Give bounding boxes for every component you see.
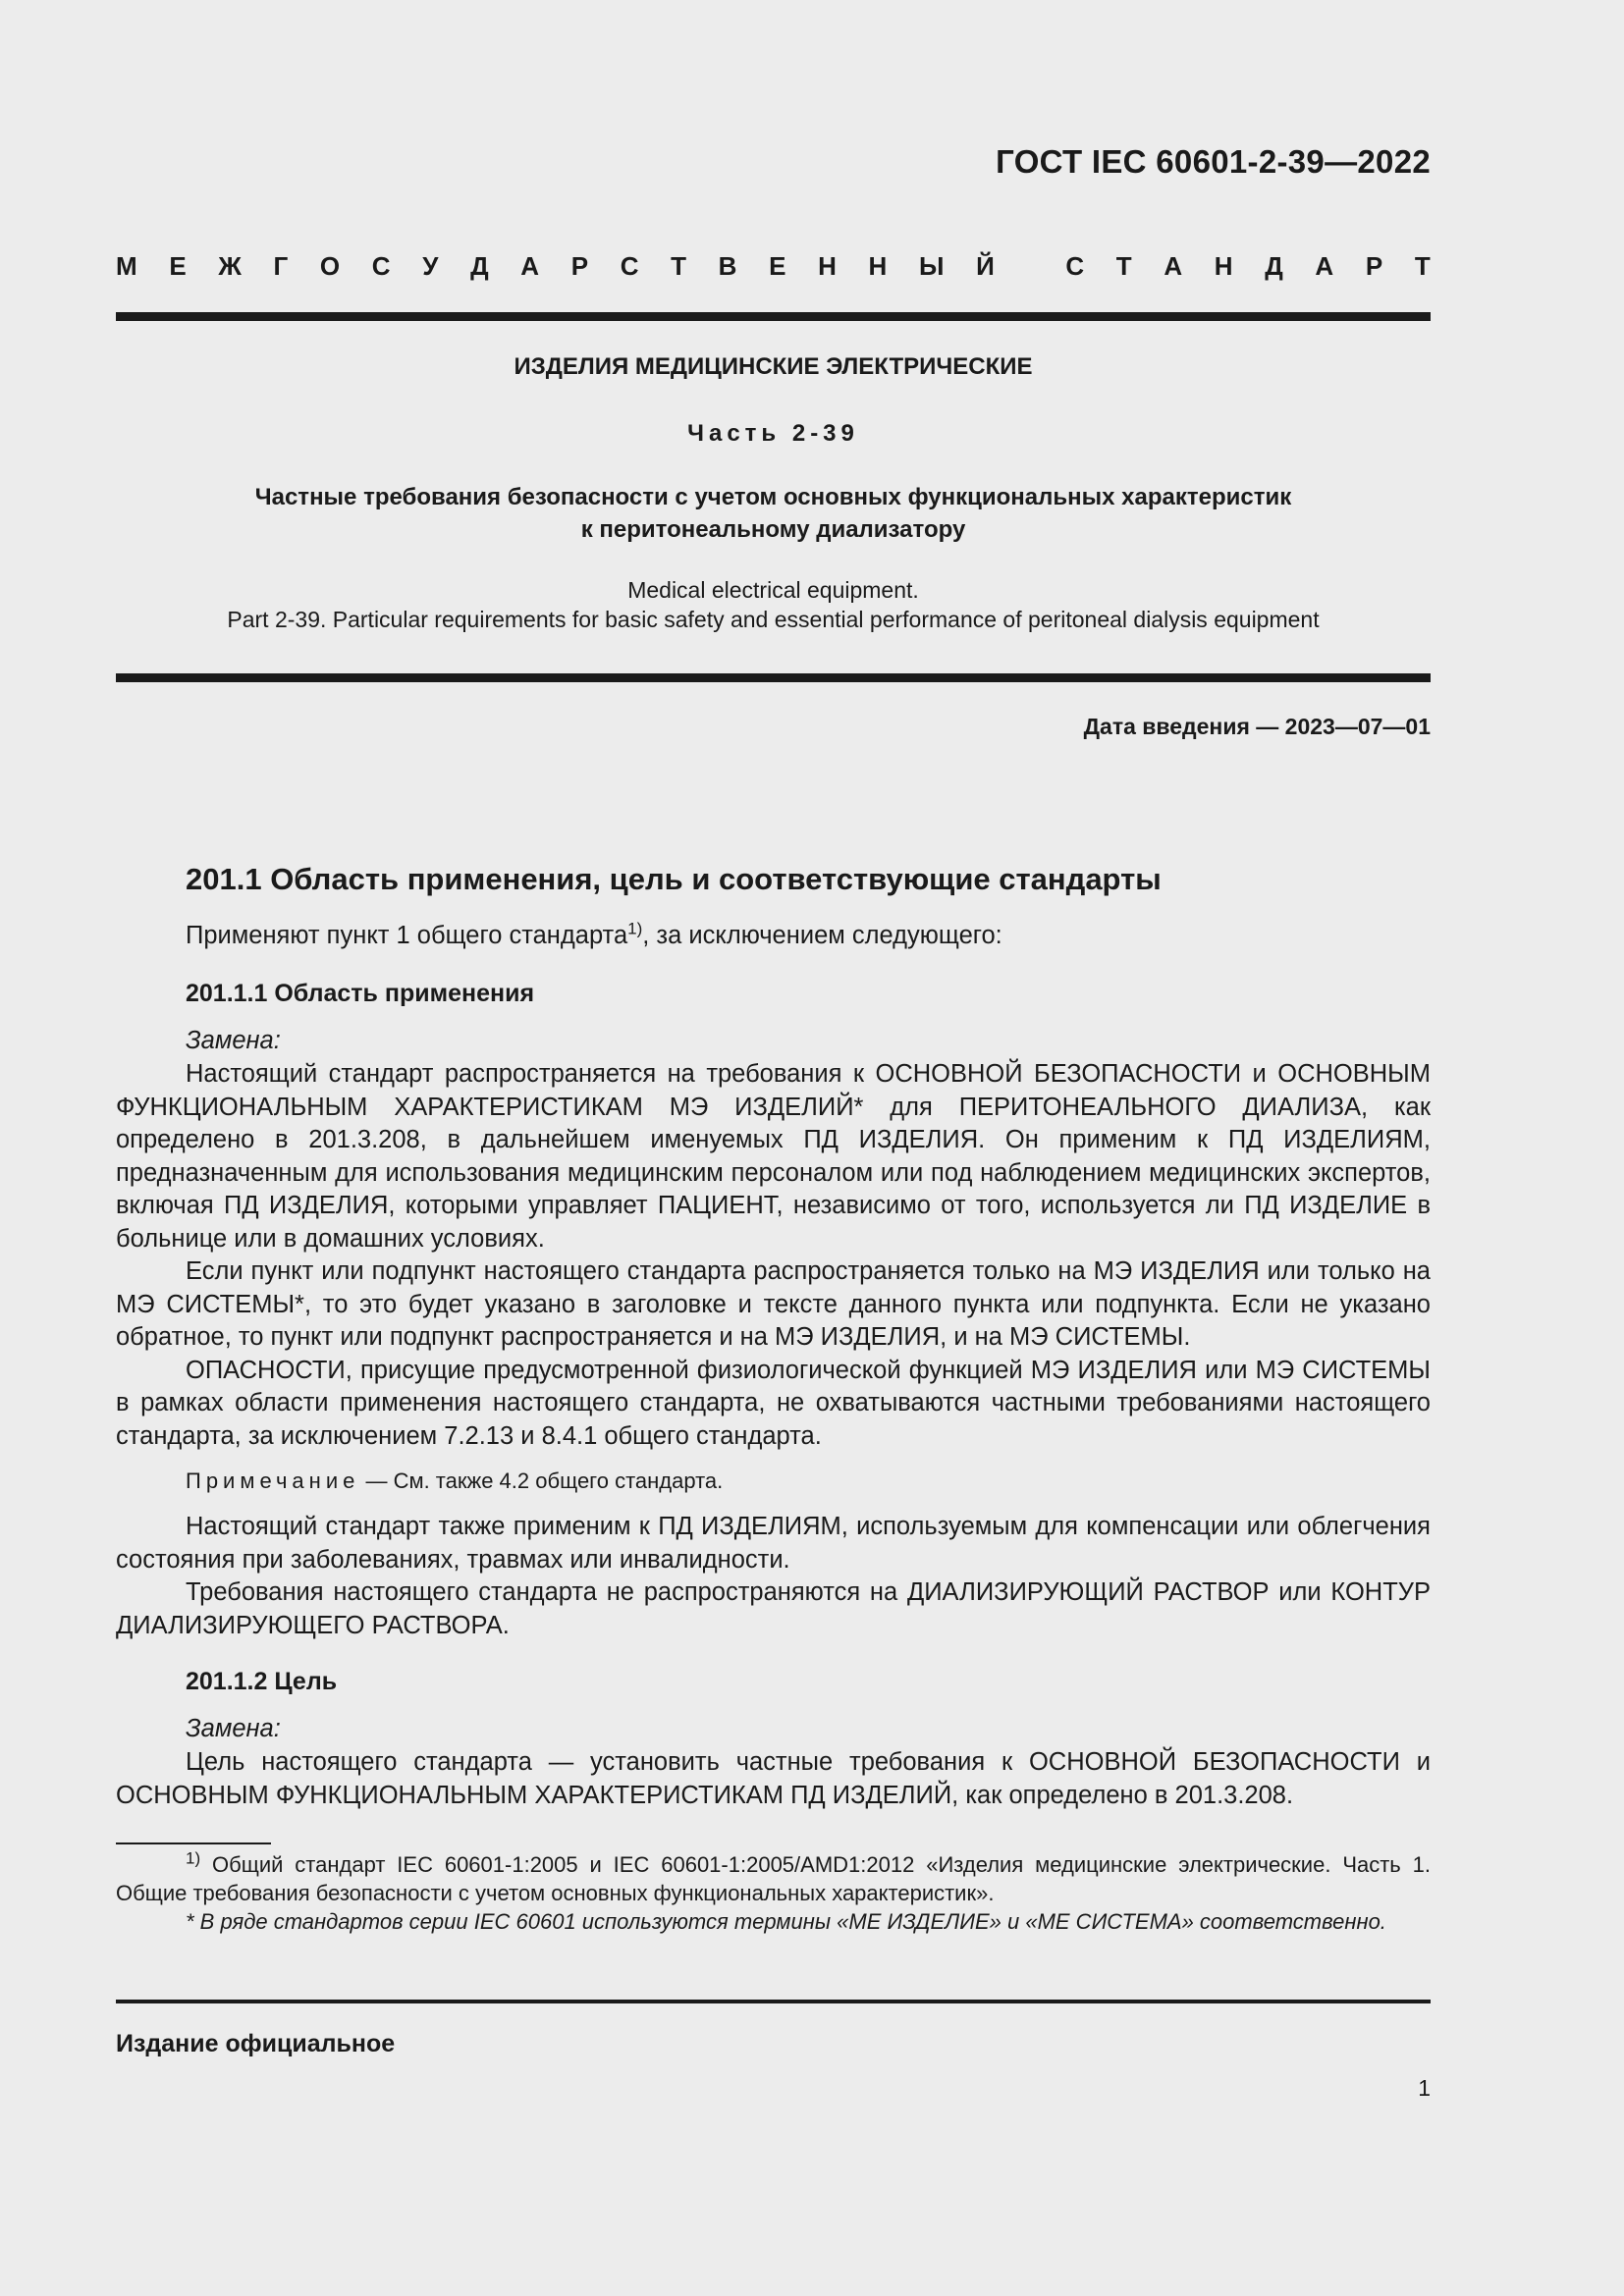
footnote-separator	[116, 1842, 271, 1844]
banner-letter: Ы	[918, 251, 945, 281]
subtitle-line-1: Частные требования безопасности с учетом основных функциональных характеристик	[254, 484, 1292, 510]
section-201-1-2-body	[116, 1746, 1431, 1812]
document-code: ГОСТ IEC 60601-2-39—2022	[996, 143, 1431, 180]
note-text: — См. также 4.2 общего стандарта.	[359, 1468, 724, 1493]
section-201-1-heading: 201.1 Область применения, цель и соответствующие стандарты	[186, 862, 1162, 896]
section-201-1-1-heading: 201.1.1 Область применения	[186, 980, 535, 1007]
paragraph: Настоящий стандарт распространяется на требования к ОСНОВНОЙ БЕЗОПАСНОСТИ и ОСНОВНЫМ ФУНКЦИОНАЛЬНЫМ ХАРАКТЕРИСТИКАМ МЭ ИЗДЕЛИЙ* для ПЕРИТОНЕАЛЬНОГО ДИАЛИЗА, как определено в 201.3.208, в дальнейшем именуемых ПД ИЗДЕЛИЯ. Он применим к ПД ИЗДЕЛИЯМ, предназначенным для использования медицинским персоналом или под наблюдением медицинских экспертов, включая ПД ИЗДЕЛИЯ, которыми управляет ПАЦИЕНТ, независимо от того, используется ли ПД ИЗДЕЛИЕ в больнице или в домашних условиях.	[116, 1060, 1431, 1253]
banner-letter: Р	[1365, 251, 1383, 281]
banner-letter: С	[371, 251, 391, 281]
banner-letter: А	[1315, 251, 1334, 281]
introduction-date: Дата введения — 2023—07—01	[1083, 714, 1431, 739]
note	[186, 1468, 723, 1494]
section-201-1-2-heading: 201.1.2 Цель	[186, 1668, 338, 1695]
banner-letter: С	[620, 251, 639, 281]
section-201-1-intro: Применяют пункт 1 общего стандарта$^{1)}$, за исключением следующего:	[186, 919, 1002, 949]
footnote-mark: 1)	[186, 1848, 201, 1868]
banner-word-gap	[1026, 251, 1033, 282]
footnote-1: $^{1)}$ Общий стандарт IEC 60601-1:2005 и IEC 60601-1:2005/AMD1:2012 «Изделия медицинские электрические. Часть 1. Общие требования безопасности с учетом основных функциональных характеристик».	[116, 1848, 1431, 1905]
banner-letter: Е	[169, 251, 187, 281]
banner-letter: О	[319, 251, 341, 281]
interstate-standard-banner	[116, 251, 1431, 282]
banner-letter: М	[116, 251, 137, 281]
banner-letter: Й	[976, 251, 995, 281]
english-title	[116, 575, 1431, 634]
paragraph: ОПАСНОСТИ, присущие предусмотренной физиологической функцией МЭ ИЗДЕЛИЯ или МЭ СИСТЕМЫ в рамках области применения настоящего стандарта, не охватываются частными требованиями настоящего стандарта, за исключением 7.2.13 и 8.4.1 общего стандарта.	[116, 1356, 1431, 1450]
main-title: ИЗДЕЛИЯ МЕДИЦИНСКИЕ ЭЛЕКТРИЧЕСКИЕ	[514, 353, 1033, 380]
banner-letter: Е	[769, 251, 786, 281]
section-201-1-1-body	[116, 1058, 1431, 1453]
note-label: Примечание	[186, 1468, 360, 1493]
paragraph: Требования настоящего стандарта не распространяются на ДИАЛИЗИРУЮЩИЙ РАСТВОР или КОНТУР ДИАЛИЗИРУЮЩЕГО РАСТВОРА.	[116, 1578, 1431, 1639]
banner-letter: Д	[1265, 251, 1283, 281]
english-title-line-1: Medical electrical equipment.	[627, 577, 919, 603]
banner-letter: В	[718, 251, 737, 281]
footnotes	[116, 1850, 1431, 1936]
subtitle-line-2: к перитонеальному диализатору	[580, 516, 966, 543]
paragraph: Если пункт или подпункт настоящего стандарта распространяется только на МЭ ИЗДЕЛИЯ или только на МЭ СИСТЕМЫ*, то это будет указано в заголовке и тексте данного пункта или подпункта. Если не указано обратное, то пункт или подпункт распространяется и на МЭ ИЗДЕЛИЯ, и на МЭ СИСТЕМЫ.	[116, 1257, 1431, 1351]
top-rule	[116, 312, 1431, 321]
banner-letter: Т	[1115, 251, 1132, 281]
bottom-rule	[116, 2000, 1431, 2003]
official-edition-label: Издание официальное	[116, 2030, 396, 2057]
section-201-1-1-body-continued	[116, 1511, 1431, 1642]
page-number: 1	[1418, 2075, 1431, 2101]
english-title-line-2: Part 2-39. Particular requirements for basic safety and essential performance of peritoneal dialysis equipment	[227, 607, 1320, 632]
banner-letter: Д	[470, 251, 489, 281]
banner-letter: А	[1164, 251, 1183, 281]
banner-letter: Т	[1414, 251, 1431, 281]
paragraph: Настоящий стандарт также применим к ПД ИЗДЕЛИЯМ, используемым для компенсации или облегчения состояния при заболеваниях, травмах или инвалидности.	[116, 1513, 1431, 1574]
middle-rule	[116, 673, 1431, 682]
banner-letter: С	[1065, 251, 1085, 281]
footnote-ref: 1)	[627, 919, 643, 938]
part-number: Часть 2-39	[687, 420, 859, 447]
banner-letter: У	[422, 251, 439, 281]
banner-letter: Т	[671, 251, 687, 281]
banner-letter: Н	[818, 251, 837, 281]
subtitle	[116, 481, 1431, 546]
banner-letter: Н	[1214, 251, 1233, 281]
footnote-2: * В ряде стандартов серии IEC 60601 используются термины «ME ИЗДЕЛИЕ» и «ME СИСТЕМА» соответственно.	[186, 1909, 1386, 1934]
replace-label: Замена:	[186, 1715, 281, 1742]
paragraph: Цель настоящего стандарта — установить частные требования к ОСНОВНОЙ БЕЗОПАСНОСТИ и ОСНОВНЫМ ФУНКЦИОНАЛЬНЫМ ХАРАКТЕРИСТИКАМ ПД ИЗДЕЛИЙ, как определено в 201.3.208.	[116, 1748, 1431, 1809]
banner-letter: Н	[868, 251, 888, 281]
banner-letter: Г	[273, 251, 289, 281]
banner-letter: Ж	[218, 251, 242, 281]
banner-letter: Р	[570, 251, 589, 281]
banner-letter: А	[520, 251, 540, 281]
replace-label: Замена:	[186, 1027, 281, 1054]
